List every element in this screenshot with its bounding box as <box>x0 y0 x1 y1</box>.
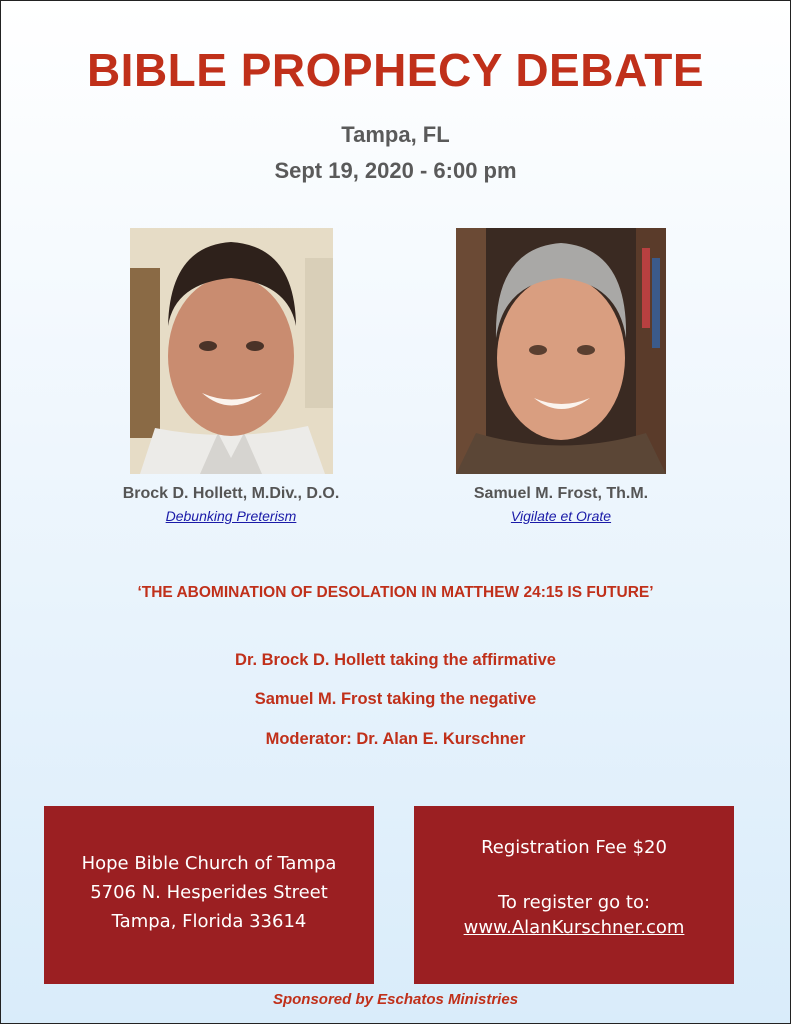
sponsor-text: Sponsored by Eschatos Ministries <box>272 991 519 1008</box>
venue-box <box>44 806 374 984</box>
moderator: Moderator: Dr. Alan E. Kurschner <box>265 730 526 748</box>
debate-topic: ‘THE ABOMINATION OF DESOLATION IN MATTHEW 24:15 IS FUTURE’ <box>137 584 654 601</box>
page-title: BIBLE PROPHECY DEBATE <box>86 44 705 96</box>
speaker-name-hollett: Brock D. Hollett, M.Div., D.O. <box>122 485 340 502</box>
affirmative-speaker: Dr. Brock D. Hollett taking the affirmative <box>235 651 556 669</box>
speaker-link-vigilate-et-orate[interactable]: Vigilate et Orate <box>510 508 612 524</box>
registration-fee: Registration Fee $20 <box>481 837 667 858</box>
negative-speaker: Samuel M. Frost taking the negative <box>254 690 537 708</box>
register-instructions: To register go to: <box>497 892 651 913</box>
speaker-photo-frost <box>456 228 666 474</box>
speaker-name-frost: Samuel M. Frost, Th.M. <box>473 485 649 502</box>
speaker-photo-hollett <box>130 228 333 474</box>
registration-box <box>414 806 734 984</box>
venue-name: Hope Bible Church of Tampa <box>81 853 337 874</box>
event-location: Tampa, FL <box>341 122 450 147</box>
venue-city: Tampa, Florida 33614 <box>111 911 307 932</box>
event-date-time: Sept 19, 2020 - 6:00 pm <box>274 158 517 183</box>
register-link[interactable]: www.AlanKurschner.com <box>463 917 685 938</box>
venue-street: 5706 N. Hesperides Street <box>90 882 328 903</box>
speaker-link-debunking-preterism[interactable]: Debunking Preterism <box>165 508 297 524</box>
